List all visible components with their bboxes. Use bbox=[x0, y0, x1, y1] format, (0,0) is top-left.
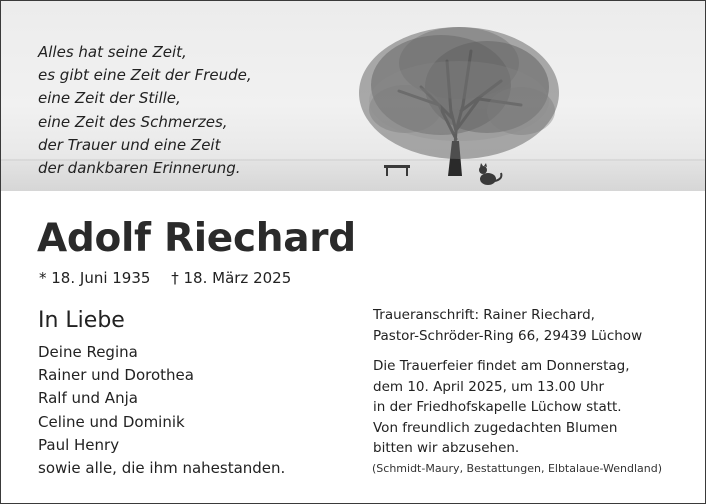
poem-line: eine Zeit der Stille, bbox=[38, 89, 181, 108]
ceremony-line: in der Friedhofskapelle Lüchow statt. bbox=[373, 399, 622, 415]
deceased-name: Adolf Riechard bbox=[37, 216, 356, 261]
poem-line: Alles hat seine Zeit, bbox=[38, 43, 187, 61]
ceremony-line: bitten wir abzusehen. bbox=[373, 440, 520, 456]
family-member: Deine Regina bbox=[38, 343, 138, 361]
birth-date: * 18. Juni 1935 bbox=[39, 269, 151, 287]
poem-line: der Trauer und eine Zeit bbox=[38, 135, 221, 154]
ceremony-line: dem 10. April 2025, um 13.00 Uhr bbox=[373, 378, 605, 395]
family-list bbox=[38, 341, 285, 480]
family-member: Rainer und Dorothea bbox=[38, 366, 194, 385]
header-photo bbox=[1, 1, 705, 191]
poem-line: der dankbaren Erinnerung. bbox=[38, 159, 241, 178]
family-heading: In Liebe bbox=[38, 308, 125, 333]
family-member: Paul Henry bbox=[38, 435, 120, 454]
family-member: Celine und Dominik bbox=[38, 412, 185, 431]
ceremony-line: Die Trauerfeier findet am Donnerstag, bbox=[373, 358, 630, 374]
life-dates bbox=[39, 269, 307, 287]
address-line: Traueranschrift: Rainer Riechard, bbox=[373, 307, 595, 323]
death-date: † 18. März 2025 bbox=[171, 269, 292, 287]
poem bbox=[38, 41, 252, 180]
family-member: Ralf und Anja bbox=[38, 389, 138, 408]
family-member: sowie alle, die ihm nahestanden. bbox=[38, 459, 286, 478]
poem-line: eine Zeit des Schmerzes, bbox=[38, 112, 228, 131]
ceremony-line: Von freundlich zugedachten Blumen bbox=[373, 419, 618, 436]
poem-line: es gibt eine Zeit der Freude, bbox=[38, 66, 252, 85]
info-column bbox=[373, 305, 642, 459]
tree-icon bbox=[359, 27, 559, 176]
address-line: Pastor-Schröder-Ring 66, 29439 Lüchow bbox=[373, 327, 643, 344]
undertaker-note: (Schmidt-Maury, Bestattungen, Elbtalaue-Wendland) bbox=[372, 462, 663, 475]
